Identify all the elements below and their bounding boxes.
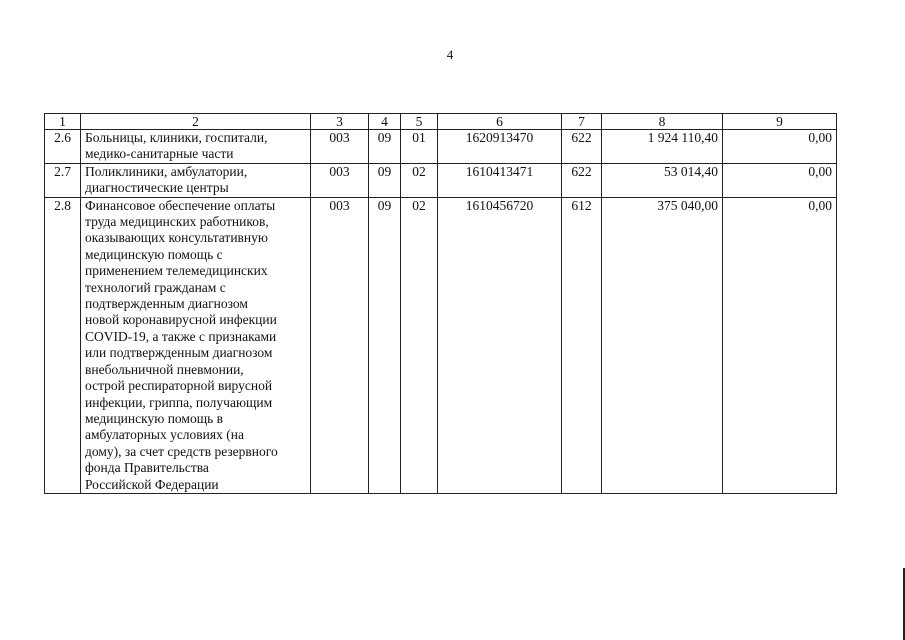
row-col5-code: 02 — [401, 197, 438, 493]
header-col-8: 8 — [602, 114, 723, 130]
row-name-line: технологий гражданам с — [85, 279, 226, 295]
row-name-line: COVID-19, а также с признаками — [85, 328, 277, 344]
row-name-line: острой респираторной вирусной — [85, 378, 273, 394]
row-name-line: Больницы, клиники, госпитали, — [85, 130, 268, 145]
header-col-9: 9 — [723, 114, 837, 130]
row-col9-amount: 0,00 — [723, 197, 837, 493]
row-col6-code: 1610413471 — [438, 163, 562, 197]
row-name-line: диагностические центры — [85, 180, 229, 196]
row-col8-amount: 1 924 110,40 — [602, 130, 723, 164]
row-col9-amount: 0,00 — [723, 163, 837, 197]
row-name-line: оказывающих консультативную — [85, 230, 268, 246]
row-col4-code: 09 — [369, 130, 401, 164]
row-col5-code: 02 — [401, 163, 438, 197]
row-name-line: дому), за счет средств резервного — [85, 443, 278, 459]
row-col9-amount: 0,00 — [723, 130, 837, 164]
row-col4-code: 09 — [369, 197, 401, 493]
header-col-5: 5 — [401, 114, 438, 130]
row-name-line: амбулаторных условиях (на — [85, 427, 244, 443]
row-name-line: медицинскую помощь в — [85, 410, 224, 426]
row-name-line: фонда Правительства — [85, 460, 209, 476]
row-col8-amount: 53 014,40 — [602, 163, 723, 197]
row-name-line: медицинскую помощь с — [85, 246, 223, 262]
budget-allocation-table — [44, 113, 837, 494]
table-row — [45, 163, 837, 197]
row-number: 2.7 — [45, 163, 81, 197]
row-name-line: Финансовое обеспечение оплаты — [85, 197, 276, 213]
row-name-line: или подтвержденным диагнозом — [85, 345, 273, 361]
header-col-6: 6 — [438, 114, 562, 130]
row-col7-code: 622 — [562, 163, 602, 197]
row-col3-code: 003 — [311, 197, 369, 493]
row-name — [81, 130, 311, 164]
header-col-7: 7 — [562, 114, 602, 130]
row-col4-code: 09 — [369, 163, 401, 197]
row-name-line: инфекции, гриппа, получающим — [85, 394, 273, 410]
table-header — [45, 114, 837, 130]
row-name-line: Поликлиники, амбулатории, — [85, 163, 248, 179]
table-row — [45, 197, 837, 493]
row-name-line: подтвержденным диагнозом — [85, 296, 248, 312]
row-col3-code: 003 — [311, 130, 369, 164]
row-name-line: Российской Федерации — [85, 476, 219, 492]
row-col7-code: 622 — [562, 130, 602, 164]
row-col7-code: 612 — [562, 197, 602, 493]
row-name-line: новой коронавирусной инфекции — [85, 312, 277, 328]
header-row — [45, 114, 837, 130]
row-name — [81, 163, 311, 197]
page-number: 4 — [446, 47, 454, 62]
table-row — [45, 130, 837, 164]
row-number: 2.6 — [45, 130, 81, 164]
header-col-4: 4 — [369, 114, 401, 130]
row-name-line: труда медицинских работников, — [85, 214, 269, 230]
header-col-2: 2 — [81, 114, 311, 130]
row-number: 2.8 — [45, 197, 81, 493]
row-col3-code: 003 — [311, 163, 369, 197]
header-col-3: 3 — [311, 114, 369, 130]
row-col5-code: 01 — [401, 130, 438, 164]
row-name-line: применением телемедицинских — [85, 263, 268, 279]
row-col8-amount: 375 040,00 — [602, 197, 723, 493]
row-name-line: внебольничной пневмонии, — [85, 361, 244, 377]
table-body — [45, 130, 837, 494]
row-col6-code: 1620913470 — [438, 130, 562, 164]
row-name — [81, 197, 311, 493]
header-col-1: 1 — [45, 114, 81, 130]
row-name-line: медико-санитарные части — [85, 146, 234, 162]
row-col6-code: 1610456720 — [438, 197, 562, 493]
